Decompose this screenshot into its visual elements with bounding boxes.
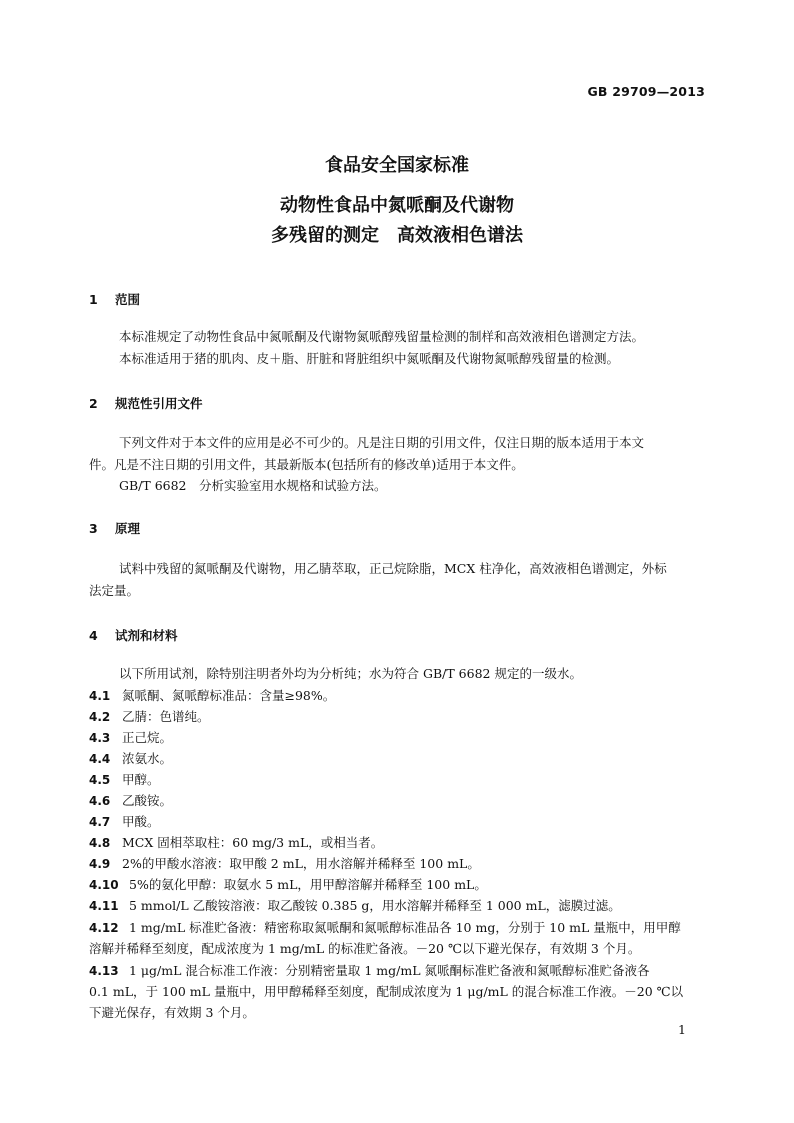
paragraph: 本标准规定了动物性食品中氮哌酮及代谢物氮哌醇残留量检测的制样和高效液相色谱测定方法。: [119, 329, 645, 344]
list-item: 4.8 MCX 固相萃取柱：60 mg/3 mL，或相当者。: [89, 835, 384, 850]
section-title: 原理: [115, 521, 141, 536]
list-item-continuation: 0.1 mL，于 100 mL 量瓶中，用甲醇稀释至刻度，配制成浓度为 1 μg/mL 的混合标准工作液。－20 ℃以: [89, 984, 684, 999]
section-title: 试剂和材料: [115, 628, 178, 643]
list-item: 4.2 乙腈：色谱纯。: [89, 709, 210, 724]
paragraph: 以下所用试剂，除特别注明者外均为分析纯；水为符合 GB/T 6682 规定的一级水。: [119, 666, 582, 681]
paragraph-continuation: 法定量。: [89, 583, 140, 598]
section-number: 1: [89, 292, 98, 307]
section-number: 2: [89, 396, 98, 411]
section-number: 4: [89, 628, 98, 643]
list-item: 4.11 5 mmol/L 乙酸铵溶液：取乙酸铵 0.385 g，用水溶解并稀释至 1 000 mL，滤膜过滤。: [89, 898, 621, 913]
list-item: 4.10 5%的氨化甲醇：取氨水 5 mL，用甲醇溶解并稀释至 100 mL。: [89, 877, 487, 892]
list-item: 4.13 1 μg/mL 混合标准工作液：分别精密量取 1 mg/mL 氮哌酮标准贮备液和氮哌醇标准贮备液各: [89, 963, 650, 978]
standard-number: GB 29709—2013: [587, 84, 705, 99]
paragraph-continuation: 件。凡是不注日期的引用文件，其最新版本(包括所有的修改单)适用于本文件。: [89, 457, 524, 472]
section-2-heading: [89, 394, 203, 412]
list-item: 4.9 2%的甲酸水溶液：取甲酸 2 mL，用水溶解并稀释至 100 mL。: [89, 856, 480, 871]
page-number: 1: [678, 1022, 686, 1037]
list-item: 4.5 甲醇。: [89, 772, 160, 787]
paragraph: 本标准适用于猪的肌肉、皮＋脂、肝脏和肾脏组织中氮哌酮及代谢物氮哌醇残留量的检测。: [119, 351, 620, 366]
paragraph: 下列文件对于本文件的应用是必不可少的。凡是注日期的引用文件，仅注日期的版本适用于本文: [119, 435, 645, 450]
title-line-3: 多残留的测定 高效液相色谱法: [271, 225, 523, 246]
list-item-continuation: 下避光保存，有效期 3 个月。: [89, 1005, 255, 1020]
list-item-continuation: 溶解并稀释至刻度，配成浓度为 1 mg/mL 的标准贮备液。－20 ℃以下避光保存，有效期 3 个月。: [89, 941, 641, 956]
section-1-heading: [89, 290, 140, 308]
list-item: 4.3 正己烷。: [89, 730, 173, 745]
section-3-heading: [89, 519, 140, 537]
title-line-1: 食品安全国家标准: [325, 155, 469, 176]
list-item: 4.1 氮哌酮、氮哌醇标准品：含量≥98%。: [89, 688, 336, 703]
reference-item: GB/T 6682 分析实验室用水规格和试验方法。: [119, 478, 387, 493]
list-item: 4.7 甲酸。: [89, 814, 160, 829]
list-item: 4.12 1 mg/mL 标准贮备液：精密称取氮哌酮和氮哌醇标准品各 10 mg，分别于 10 mL 量瓶中，用甲醇: [89, 920, 681, 935]
title-line-2: 动物性食品中氮哌酮及代谢物: [280, 195, 514, 216]
list-item: 4.6 乙酸铵。: [89, 793, 173, 808]
list-item: 4.4 浓氨水。: [89, 751, 173, 766]
section-title: 规范性引用文件: [115, 396, 203, 411]
section-number: 3: [89, 521, 98, 536]
section-4-heading: [89, 626, 178, 644]
paragraph: 试料中残留的氮哌酮及代谢物，用乙腈萃取，正己烷除脂，MCX 柱净化，高效液相色谱测定，外标: [119, 561, 667, 576]
section-title: 范围: [115, 292, 141, 307]
